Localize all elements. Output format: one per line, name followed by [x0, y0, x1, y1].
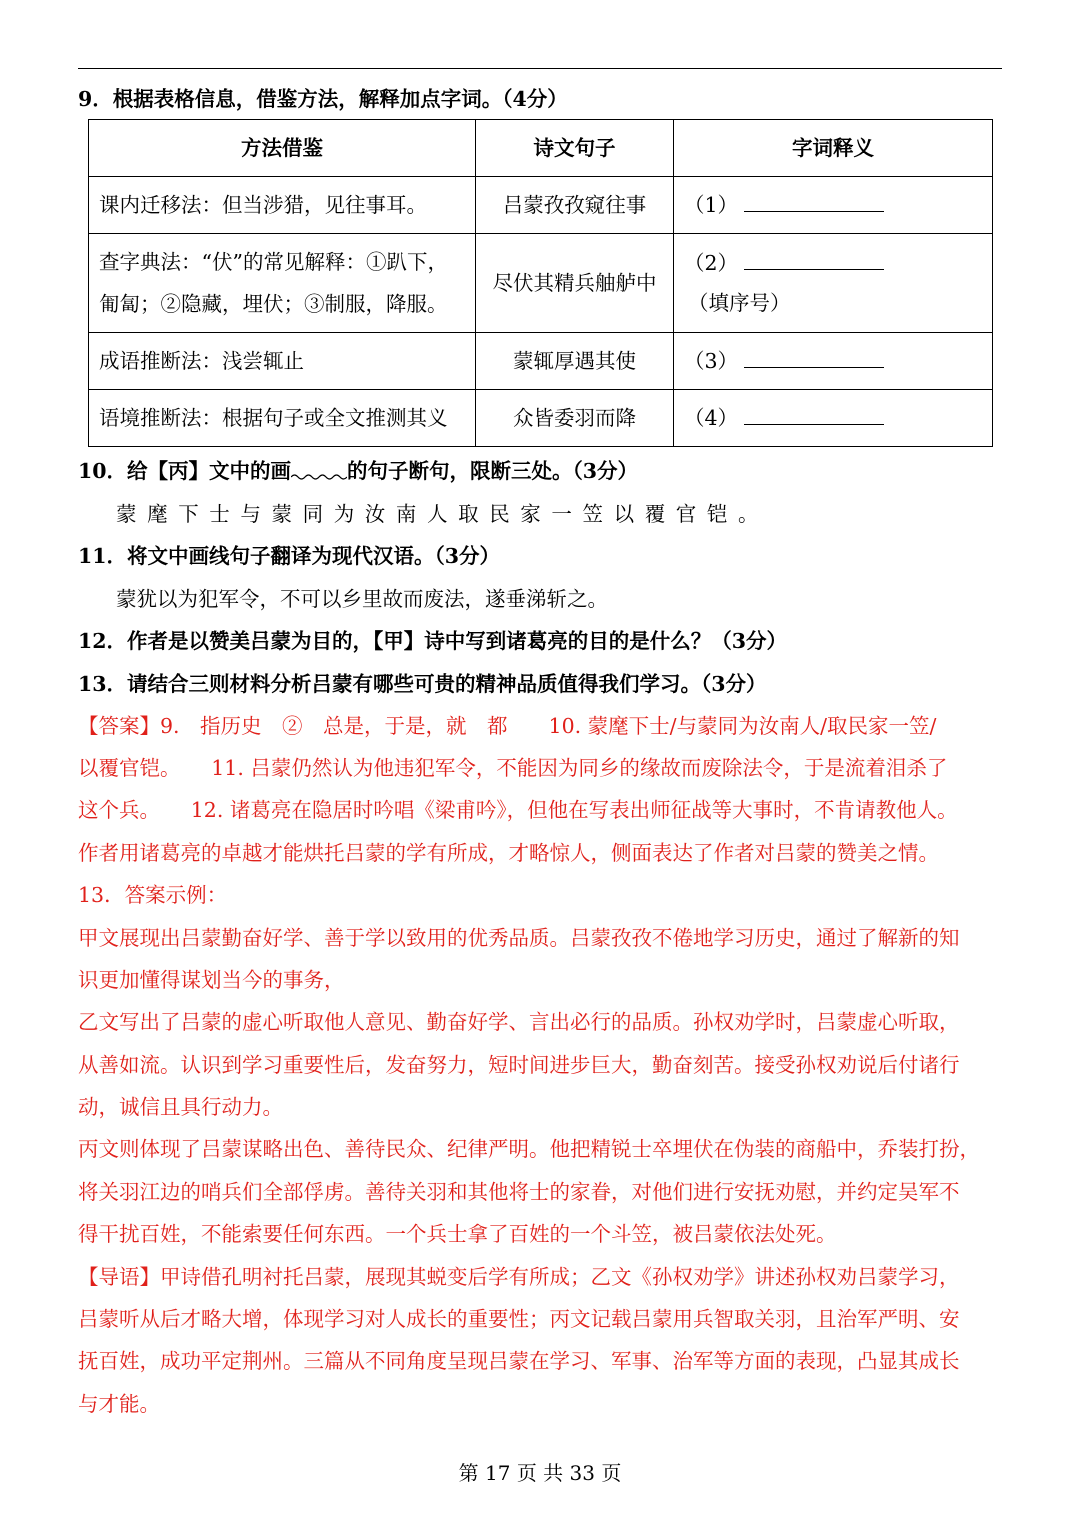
answer-line: 动，诚信且具行动力。: [78, 1095, 283, 1119]
question-13-prompt: 13．请结合三则材料分析吕蒙有哪些可贵的精神品质值得我们学习。（3分）: [78, 672, 767, 696]
answer-line: 以覆官铠。 11. 吕蒙仍然认为他违犯军令，不能因为同乡的缘故而废除法令，于是流着泪杀了: [78, 756, 948, 780]
question-11-prompt: 11．将文中画线句子翻译为现代汉语。（3分）: [78, 544, 501, 568]
answer-number: （3）: [684, 349, 739, 373]
answer-line: 得干扰百姓，不能索要任何东西。一个兵士拿了百姓的一个斗笠，被吕蒙依法处死。: [78, 1222, 837, 1246]
question-9-prompt: 9．根据表格信息，借鉴方法，解释加点字词。（4分）: [78, 87, 568, 111]
answer-number: （1）: [684, 193, 739, 217]
sentence-cell: 众皆委羽而降: [476, 390, 674, 447]
answer-line: 丙文则体现了吕蒙谋略出色、善待民众、纪律严明。他把精锐士卒埋伏在伪装的商船中，乔装打扮，: [78, 1137, 980, 1161]
answer-blank[interactable]: [744, 189, 884, 212]
question-10-prompt-end: 的句子断句，限断三处。（3分）: [347, 459, 639, 483]
header-meaning: 字词释义: [674, 120, 993, 177]
answer-line: 作者用诸葛亮的卓越才能烘托吕蒙的学有所成，才略惊人，侧面表达了作者对吕蒙的赞美之情。: [78, 841, 939, 865]
table-row: [89, 333, 993, 390]
table-row: [89, 390, 993, 447]
method-cell: 课内迁移法：但当涉猎，见往事耳。: [89, 177, 476, 234]
method-cell: 成语推断法：浅尝辄止: [89, 333, 476, 390]
wavy-underline-icon: [291, 466, 347, 480]
answer-line: 吕蒙听从后才略大增，体现学习对人成长的重要性；丙文记载吕蒙用兵智取关羽，且治军严明、安: [78, 1307, 960, 1331]
question-9-table: [88, 119, 993, 447]
question-12-prompt: 12．作者是以赞美吕蒙为目的，【甲】诗中写到诸葛亮的目的是什么？（3分）: [78, 629, 788, 653]
method-cell: [89, 234, 476, 333]
answer-suffix: （填序号）: [688, 291, 791, 315]
sentence-cell: 蒙辄厚遇其使: [476, 333, 674, 390]
answer-line: 甲文展现出吕蒙勤奋好学、善于学以致用的优秀品质。吕蒙孜孜不倦地学习历史，通过了解新的知: [78, 926, 960, 950]
sentence-cell: 吕蒙孜孜窥往事: [476, 177, 674, 234]
answer-number: （4）: [684, 406, 739, 430]
sentence-cell: 尽伏其精兵舳舻中: [476, 234, 674, 333]
header-method: 方法借鉴: [89, 120, 476, 177]
answer-line: 与才能。: [78, 1392, 160, 1416]
answer-line: 识更加懂得谋划当今的事务，: [78, 968, 345, 992]
question-11-text: 蒙犹以为犯军令，不可以乡里故而废法，遂垂涕斩之。: [116, 587, 608, 611]
method-line: 匍匐；②隐藏，埋伏；③制服，降服。: [99, 292, 448, 316]
table-row: [89, 234, 993, 333]
answer-cell[interactable]: [674, 177, 993, 234]
answer-blank[interactable]: [744, 247, 884, 270]
table-header-row: [89, 120, 993, 177]
answer-number: （2）: [684, 251, 739, 275]
header-sentence: 诗文句子: [476, 120, 674, 177]
answer-line: 抚百姓，成功平定荆州。三篇从不同角度呈现吕蒙在学习、军事、治军等方面的表现，凸显其成长: [78, 1349, 960, 1373]
top-rule: [78, 68, 1002, 69]
answer-cell[interactable]: [674, 390, 993, 447]
question-10-prompt-start: 10．给【丙】文中的画: [78, 459, 292, 483]
method-line: 查字典法：“伏”的常见解释：①趴下，: [99, 250, 448, 274]
answer-line: 这个兵。 12. 诸葛亮在隐居时吟唱《梁甫吟》，但他在写表出师征战等大事时，不肯请教他人。: [78, 798, 958, 822]
answer-line: 13．答案示例：: [78, 883, 228, 907]
answer-line: 从善如流。认识到学习重要性后，发奋努力，短时间进步巨大，勤奋刻苦。接受孙权劝说后付诸行: [78, 1053, 960, 1077]
answer-line: 将关羽江边的哨兵们全部俘虏。善待关羽和其他将士的家眷，对他们进行安抚劝慰，并约定吴军不: [78, 1180, 960, 1204]
answer-line: 【答案】9. 指历史 ② 总是，于是，就 都 10. 蒙麾下士/与蒙同为汝南人/取民家一笠/: [78, 714, 937, 738]
table-row: [89, 177, 993, 234]
page-footer: 第 17 页 共 33 页: [458, 1461, 622, 1485]
question-10-text: 蒙麾下士与蒙同为汝南人取民家一笠以覆官铠。: [116, 502, 770, 526]
answer-line: 【导语】甲诗借孔明衬托吕蒙，展现其蜕变后学有所成；乙文《孙权劝学》讲述孙权劝吕蒙学习，: [78, 1265, 960, 1289]
answer-cell[interactable]: [674, 333, 993, 390]
answer-cell[interactable]: [674, 234, 993, 333]
method-cell: 语境推断法：根据句子或全文推测其义: [89, 390, 476, 447]
question-10-prompt: [78, 456, 1008, 486]
answer-line: 乙文写出了吕蒙的虚心听取他人意见、勤奋好学、言出必行的品质。孙权劝学时，吕蒙虚心听取，: [78, 1010, 960, 1034]
answer-blank[interactable]: [744, 402, 884, 425]
answer-blank[interactable]: [744, 345, 884, 368]
